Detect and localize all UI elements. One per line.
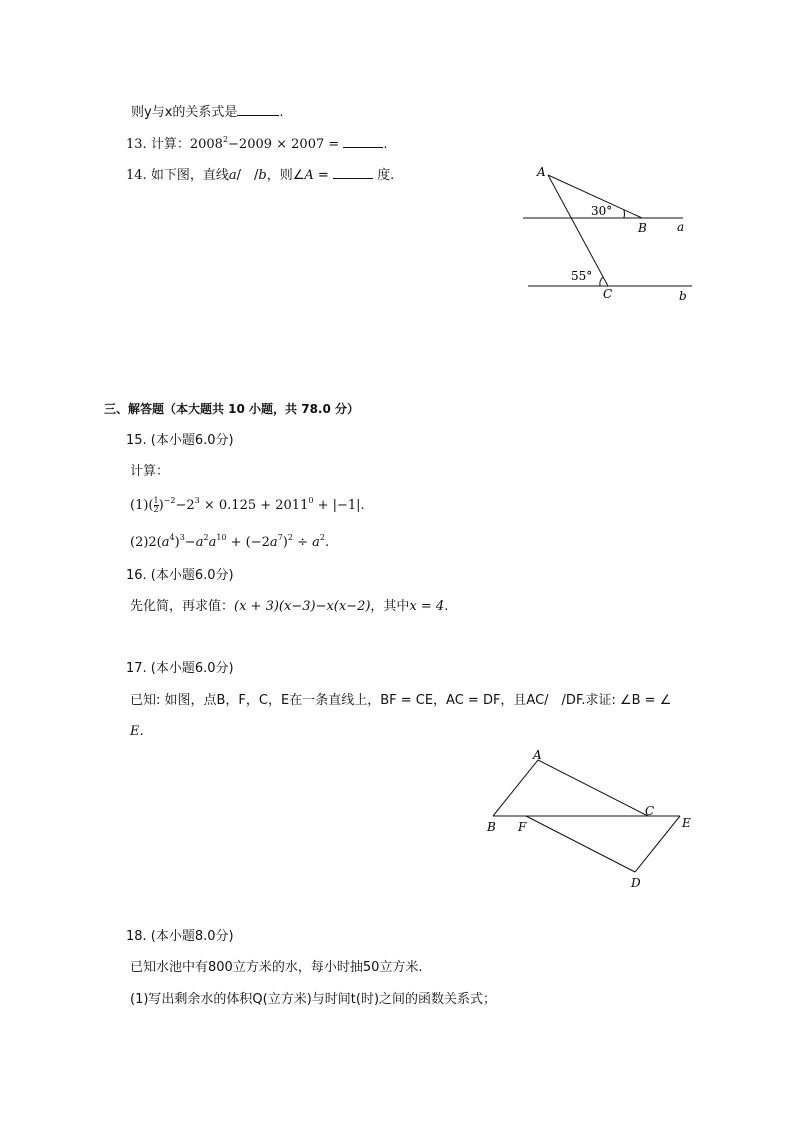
q13-expr-a: 2008 (189, 137, 223, 152)
q15-p2-exp3: 2 (203, 533, 209, 542)
segment-ba (493, 760, 538, 816)
q15-p2-a: (2)2( (130, 535, 162, 550)
q15-p2-e: ) (282, 535, 288, 550)
q13-end: . (383, 137, 388, 152)
answer-blank (333, 166, 373, 179)
q15-p1-rest-b: × 0.125 + 2011 (199, 498, 309, 513)
q12-line (131, 103, 284, 122)
q16-body (130, 598, 448, 616)
q15-head: 15. (本小题6.0分) (126, 433, 234, 448)
label-c: C (645, 804, 655, 818)
q12-end: . (279, 105, 284, 120)
angle-arc-c (600, 277, 603, 286)
q15-p2-exp7: 2 (319, 533, 325, 542)
figure-q17 (480, 745, 695, 895)
q18-head: 18. (本小题8.0分) (126, 929, 234, 944)
var-a: a (312, 535, 320, 550)
frac-den: 2 (153, 505, 159, 514)
q16-expr: (x + 3)(x−3)−x(x−2) (234, 599, 371, 614)
label-d: D (631, 876, 641, 890)
label-line-a: a (677, 220, 685, 234)
segment-fd (526, 816, 635, 872)
label-c-point: C (603, 287, 613, 301)
label-line-b: b (679, 289, 687, 303)
q16-text-b: ，其中 (370, 599, 410, 614)
q14-parallel: / / (236, 168, 259, 183)
q14-line-b: b (258, 168, 267, 183)
answer-blank (343, 135, 383, 148)
q15-p2-exp4: 10 (216, 533, 227, 542)
label-f: F (518, 820, 527, 834)
q15-p1-rest-a: −2 (175, 498, 195, 513)
label-b: B (487, 820, 496, 834)
q15-p1-close: ) (158, 498, 164, 513)
q15-p2-exp6: 2 (287, 533, 293, 542)
q15-p2-f: ÷ (292, 535, 313, 550)
q15-p1-rest-c: + |−1|. (313, 498, 365, 513)
q17-head: 17. (本小题6.0分) (126, 661, 234, 676)
q15-part1 (130, 497, 365, 515)
q15-part2 (130, 534, 329, 552)
q13-expr-b: −2009 × 2007 = (228, 137, 340, 152)
q13-line (126, 135, 388, 154)
q15-p2-d: + (−2 (226, 535, 270, 550)
q14-line-a: a (228, 168, 237, 183)
q15-p1-exp: −2 (163, 496, 176, 505)
q15-p2-b: ) (174, 535, 180, 550)
q14-text: 如下图，直线 (150, 168, 229, 183)
q16-cond: x = 4 (409, 599, 445, 614)
q14-eq: = (313, 168, 333, 183)
q15-p2-exp2: 3 (179, 533, 185, 542)
label-a-point: A (537, 165, 546, 179)
q15-p2-g: . (324, 535, 330, 550)
var-a: a (269, 535, 278, 550)
q15-instr: 计算： (130, 464, 170, 479)
q16-end: . (444, 599, 449, 614)
q15-p1-open: (1)( (130, 498, 154, 513)
q13-exp-a: 2 (222, 135, 229, 144)
q17-line2: E. (130, 724, 144, 739)
var-a: a (161, 535, 170, 550)
q13-number: 13. (126, 137, 147, 152)
q15-p2-exp5: 7 (277, 533, 283, 542)
q13-label: 计算： (150, 137, 190, 152)
q12-text: 则y与x的关系式是 (131, 105, 238, 120)
q14-angle-a: A (304, 168, 314, 183)
frac-num: 1 (153, 496, 159, 505)
label-b-point: B (638, 221, 647, 235)
q15-p1-exp2: 3 (194, 496, 200, 505)
q15-p1-exp3: 0 (308, 496, 314, 505)
angle-55-label: 55° (571, 269, 593, 283)
q14-number: 14. (126, 168, 147, 183)
segment-ac (538, 760, 648, 816)
var-a: a (208, 535, 217, 550)
figure-q14 (520, 160, 700, 305)
q14-line (126, 166, 394, 185)
segment-de (635, 816, 680, 872)
label-e: E (682, 816, 691, 830)
q14-then: ，则∠ (266, 168, 305, 183)
section-3-title: 三、解答题（本大题共 10 小题，共 78.0 分） (104, 402, 360, 416)
answer-blank (237, 103, 279, 116)
q18-line2: (1)写出剩余水的体积Q(立方米)与时间t(时)之间的函数关系式； (130, 992, 497, 1007)
q16-head: 16. (本小题6.0分) (126, 568, 234, 583)
angle-30-label: 30° (591, 204, 613, 218)
q15-p2-exp1: 4 (169, 533, 175, 542)
q15-p2-c: − (184, 535, 196, 550)
q17-line1: 已知: 如图，点B，F，C，E在一条直线上，BF = CE，AC = DF，且AC/ /DF.求证: ∠B = ∠ (130, 693, 672, 708)
label-a: A (533, 748, 542, 762)
var-a: a (195, 535, 204, 550)
q18-line1: 已知水池中有800立方米的水，每小时抽50立方米. (130, 960, 423, 975)
q14-unit: 度. (377, 168, 395, 183)
q16-text-a: 先化简，再求值： (130, 599, 235, 614)
